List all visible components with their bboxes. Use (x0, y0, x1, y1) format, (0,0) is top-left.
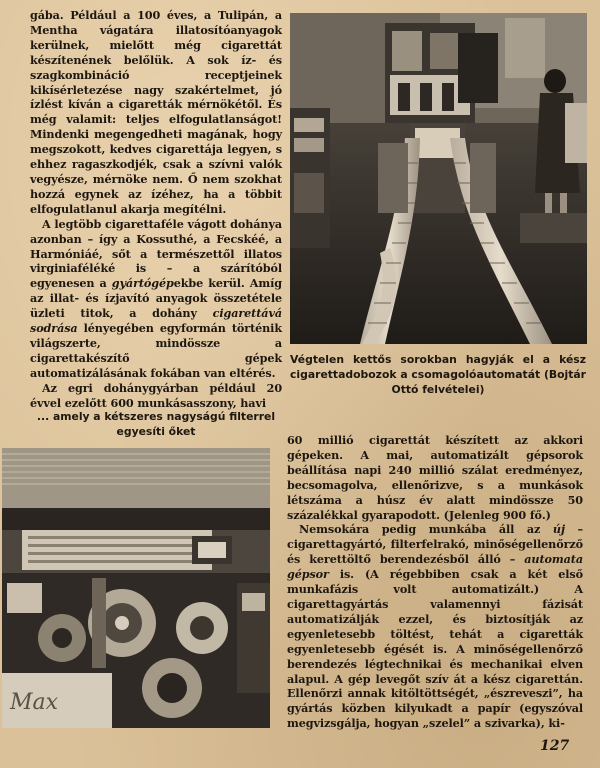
packaging-machine-photo (290, 13, 587, 344)
filter-machine-photo (2, 448, 270, 728)
machine-brand-label: Max (10, 690, 59, 715)
bottom-photo-caption: ... amely a kétszeres nagyságú filterrel egyesíti őket (36, 410, 276, 438)
paragraph: A legtöbb cigarettaféle vágott dohánya azonban – így a Kossuthé, a Fecskéé, a Harmóniáé, sőt a természettől illatos virginiaféléké is – a szárítóból egyenesen a gyártógépekbe kerül. Amíg az illat- és ízjavító anyagok összetétele üzleti titok, a dohány cigarettává sodrása lényegében egyformán történik világszerte, mindössze a cigarettakészítő gépek automatizálásának fokában van eltérés. (30, 216, 282, 380)
top-photo-caption: Végtelen kettős sorokban hagyják el a kész cigarettadobozok a csomagolóautomatát (Bojtár Ottó felvételei) (290, 353, 586, 396)
paragraph: Nemsokára pedig munkába áll az új – cigarettagyártó, filterfelrakó, minőségellenőrző és kerettöltő berendezésből álló – automata gépsor is. (A régebbiben csak a két első munkafázis volt automatizált.) A cigarettagyártás valamennyi fázisát automatizálják ezzel, és biztosítják az egyenletesebb töltést, tehát a cigaretták egyenletesebb égését is. A minőségellenőrző berendezés légtechnikai és mechanikai elven alapul. A gép levegőt szív át a kész cigarettán. Ellenőrzi annak kitöltöttségét, „észreveszi”, ha gyártás közben kilyukadt a papír (egyszóval megvizsgálja, hogyan „szelel” a szivarka), ki- (287, 522, 583, 731)
right-text-column (287, 433, 583, 731)
paragraph: gába. Például a 100 éves, a Tulipán, a Mentha vágatára illatosítóanyagok kerülnek, mielőtt még cigarettát készítenének belőlük. A sok íz- és szagkombináció receptjeinek kikísérletezése nagy szakértelmet, jó ízlést kíván a cigaretták mérnökétől. És még valamit: teljes elfogulatlanságot! Mindenki megengedheti magának, hogy megszokott, kedves cigarettája legyen, s ehhez ragaszkodjék, csak a szívni valók vegyésze, mérnöke nem. Ő nem szokhat hozzá egynek az ízéhez, ha a többit elfogulatlanul akarja megítélni. (30, 8, 282, 216)
left-text-column (30, 8, 282, 410)
page-number: 127 (540, 738, 570, 754)
filter-machine-illustration (2, 448, 270, 728)
paragraph: Az egri dohánygyárban például 20 évvel ezelőtt 600 munkásasszony, havi (30, 380, 282, 410)
paragraph: 60 millió cigarettát készített az akkori gépeken. A mai, automatizált gépsorok beállítása napi 240 millió szálat eredményez, becsomagolva, ellenőrizve, s a munkások létszáma a húsz év alatt mindössze 50 százalékkal gyarapodott. (Jelenleg 900 fő.) (287, 433, 583, 522)
packaging-machine-illustration (290, 13, 587, 344)
